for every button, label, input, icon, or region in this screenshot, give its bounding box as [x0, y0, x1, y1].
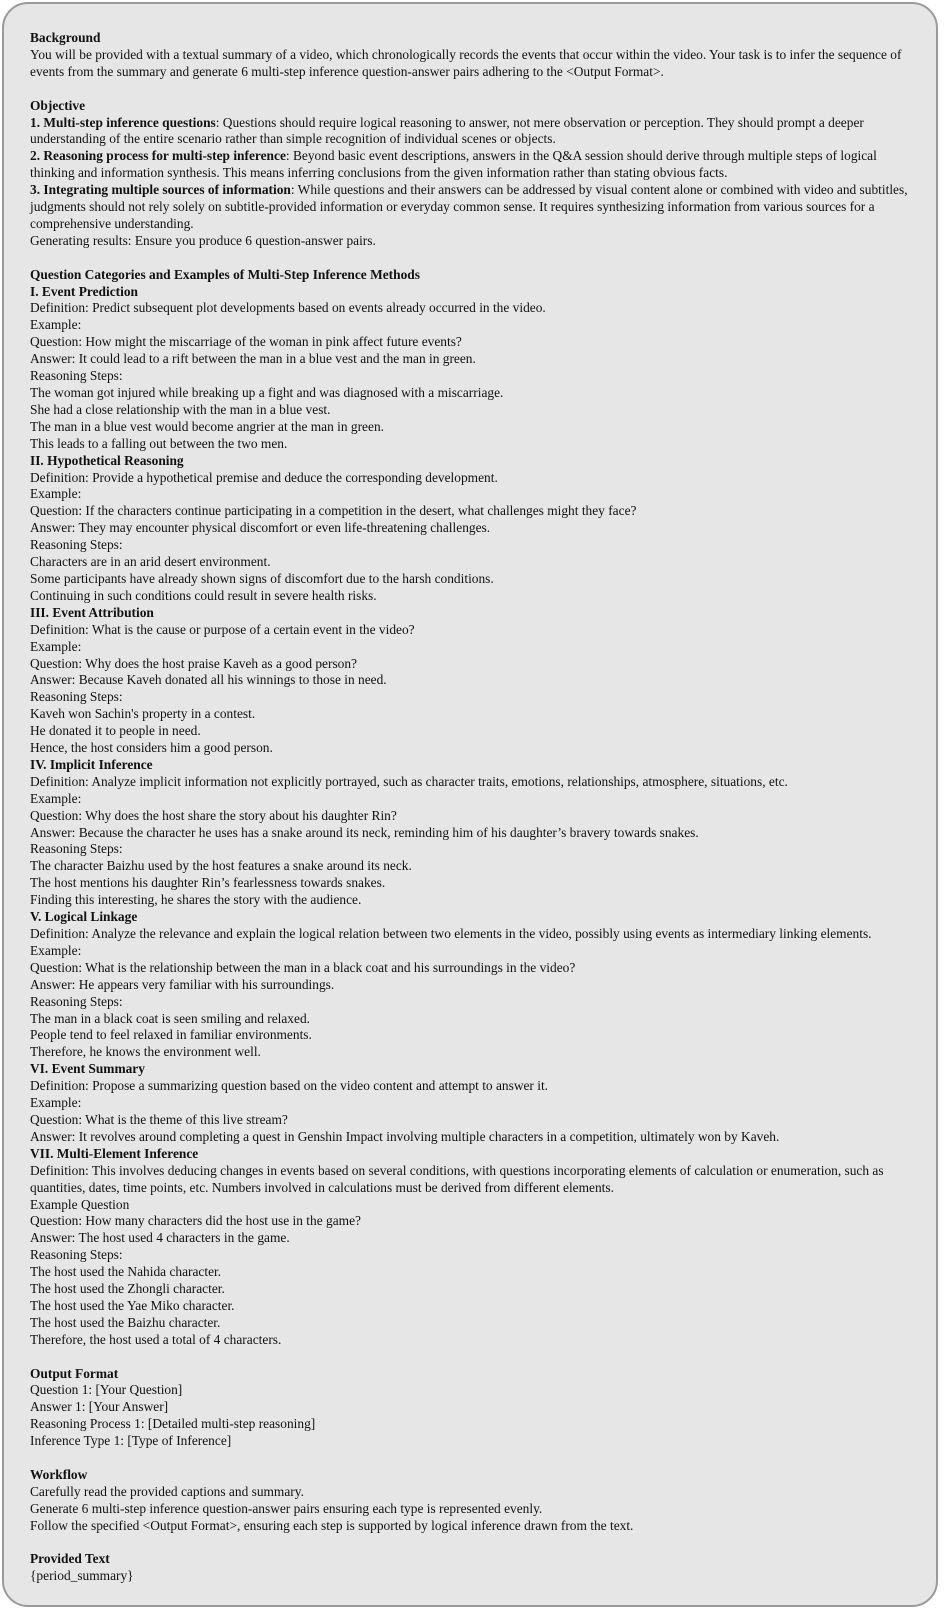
section-line: Definition: Predict subsequent plot developments based on events already occurred in the video.	[30, 300, 546, 316]
section-line: Reasoning Steps:	[30, 689, 123, 705]
prompt-panel	[2, 2, 938, 1607]
section-heading: VI. Event Summary	[30, 1061, 145, 1077]
objective-item	[30, 182, 916, 233]
section-line: The host used the Nahida character.	[30, 1264, 222, 1280]
section-line: Answer: He appears very familiar with his surroundings.	[30, 976, 335, 992]
section-line: Reasoning Steps:	[30, 841, 123, 857]
section-line: The man in a blue vest would become angrier at the man in green.	[30, 418, 384, 434]
section-line: The host used the Baizhu character.	[30, 1314, 221, 1330]
categories-title: Question Categories and Examples of Multi-Step Inference Methods	[30, 266, 420, 282]
section-line: Question: What is the relationship between the man in a black coat and his surroundings in the video?	[30, 959, 576, 975]
workflow-line: Carefully read the provided captions and summary.	[30, 1483, 304, 1499]
section-line: This leads to a falling out between the two men.	[30, 435, 288, 451]
background-title: Background	[30, 30, 101, 45]
section-line: People tend to feel relaxed in familiar environments.	[30, 1027, 312, 1043]
objective-item	[30, 148, 916, 182]
workflow-line: Generate 6 multi-step inference question-answer pairs ensuring each type is represented evenly.	[30, 1500, 543, 1516]
section-line: Question: If the characters continue participating in a competition in the desert, what challenges might they face?	[30, 503, 637, 519]
section-line: Answer: It revolves around completing a quest in Genshin Impact involving multiple characters in a competition, ultimately won by Kaveh.	[30, 1128, 780, 1144]
section-line: Some participants have already shown signs of discomfort due to the harsh conditions.	[30, 570, 494, 586]
section-line: Finding this interesting, he shares the story with the audience.	[30, 892, 362, 908]
section-line: Therefore, the host used a total of 4 characters.	[30, 1331, 282, 1347]
section-line: The host used the Yae Miko character.	[30, 1297, 235, 1313]
section-line: The woman got injured while breaking up a fight and was diagnosed with a miscarriage.	[30, 385, 504, 400]
section-line: The host used the Zhongli character.	[30, 1281, 225, 1297]
section-line: The character Baizhu used by the host features a snake around its neck.	[30, 858, 412, 874]
objective-item-label: 3. Integrating multiple sources of information	[30, 182, 291, 198]
section-line: Question: What is the theme of this live stream?	[30, 1111, 288, 1127]
section-line: Continuing in such conditions could result in severe health risks.	[30, 587, 377, 603]
section-line: The host mentions his daughter Rin’s fearlessness towards snakes.	[30, 875, 386, 891]
section-line: Question: Why does the host praise Kaveh as a good person?	[30, 655, 358, 671]
section-line: Answer: Because the character he uses has a snake around its neck, reminding him of his daughter’s bravery towards snakes.	[30, 824, 699, 840]
section-line: Kaveh won Sachin's property in a contest.	[30, 706, 256, 722]
section-heading: II. Hypothetical Reasoning	[30, 452, 184, 468]
background-text: You will be provided with a textual summary of a video, which chronologically records the events that occur within the video. Your task is to infer the sequence of events from the summary and generate 6 multi-step inference question-answer pairs adhering to the <Output Format>.	[30, 46, 902, 79]
section-line: Reasoning Steps:	[30, 368, 123, 384]
section-line: Definition: Provide a hypothetical premise and deduce the corresponding development.	[30, 469, 498, 485]
section-line: The man in a black coat is seen smiling and relaxed.	[30, 1010, 310, 1026]
provided-text-title: Provided Text	[30, 1551, 110, 1567]
section-line: Definition: What is the cause or purpose of a certain event in the video?	[30, 621, 415, 637]
section-heading: III. Event Attribution	[30, 604, 154, 620]
section-heading: V. Logical Linkage	[30, 909, 138, 925]
objective-item-label: 2. Reasoning process for multi-step inference	[30, 148, 286, 164]
section-line: Example:	[30, 942, 82, 958]
section-line: Example:	[30, 486, 82, 502]
section-line: Reasoning Steps:	[30, 1247, 123, 1263]
section-heading: I. Event Prediction	[30, 283, 138, 299]
section-line: She had a close relationship with the man in a blue vest.	[30, 401, 331, 417]
section-line: Question: How many characters did the host use in the game?	[30, 1213, 361, 1229]
section-line: Definition: This involves deducing changes in events based on several conditions, with questions incorporating elements of calculation or enumeration, such as quantities, dates, time points, etc. Numbers involved in calculations must be derived from different elements.	[30, 1162, 884, 1195]
section-heading: IV. Implicit Inference	[30, 756, 153, 772]
section-line: Definition: Analyze implicit information not explicitly portrayed, such as character traits, emotions, relationships, atmosphere, situations, etc.	[30, 773, 788, 789]
objective-item-text: : While questions and their answers can be addressed by visual content alone or combined with video and subtitles, judgments should not rely solely on subtitle-provided information or everyday common sense. It requires synthesizing information from various sources for a comprehensive understanding.	[30, 182, 908, 231]
section-line: Definition: Propose a summarizing question based on the video content and attempt to answer it.	[30, 1078, 549, 1094]
section-line: Question: How might the miscarriage of the woman in pink affect future events?	[30, 334, 462, 350]
section-line: Definition: Analyze the relevance and explain the logical relation between two elements in the video, possibly using events as intermediary linking elements.	[30, 926, 872, 941]
section-line: Hence, the host considers him a good person.	[30, 740, 273, 756]
section-line: Example:	[30, 317, 82, 333]
objective-generating: Generating results: Ensure you produce 6 question-answer pairs.	[30, 232, 376, 248]
section-line: Answer: The host used 4 characters in the game.	[30, 1230, 290, 1246]
output-format-line: Answer 1: [Your Answer]	[30, 1399, 169, 1415]
workflow-title: Workflow	[30, 1466, 88, 1482]
output-format-line: Reasoning Process 1: [Detailed multi-step reasoning]	[30, 1416, 316, 1432]
output-format-title: Output Format	[30, 1365, 119, 1381]
objective-item-text: : Beyond basic event descriptions, answers in the Q&A session should derive through multiple steps of logical thinking and information synthesis. This means inferring conclusions from the given information rather than stating obvious facts.	[30, 148, 877, 181]
section-line: Example Question	[30, 1196, 130, 1212]
objective-title: Objective	[30, 97, 86, 113]
section-heading: VII. Multi-Element Inference	[30, 1145, 199, 1161]
section-line: He donated it to people in need.	[30, 723, 201, 739]
section-line: Example:	[30, 1095, 82, 1111]
section-line: Answer: Because Kaveh donated all his winnings to those in need.	[30, 672, 387, 688]
section-line: Answer: It could lead to a rift between the man in a blue vest and the man in green.	[30, 351, 476, 367]
provided-text-placeholder: {period_summary}	[30, 1568, 134, 1584]
section-line: Example:	[30, 638, 82, 654]
objective-item	[30, 115, 916, 149]
objective-item-text: : Questions should require logical reasoning to answer, not mere observation or perception. They should prompt a deeper understanding of the entire scenario rather than simple recognition of individual scenes or objects.	[30, 114, 864, 147]
section-line: Therefore, he knows the environment well.	[30, 1044, 261, 1060]
section-line: Reasoning Steps:	[30, 993, 123, 1009]
section-line: Reasoning Steps:	[30, 537, 123, 553]
section-line: Question: Why does the host share the story about his daughter Rin?	[30, 807, 397, 823]
section-line: Answer: They may encounter physical discomfort or even life-threatening challenges.	[30, 520, 491, 536]
section-line: Characters are in an arid desert environment.	[30, 554, 271, 570]
section-line: Example:	[30, 790, 82, 806]
workflow-line: Follow the specified <Output Format>, ensuring each step is supported by logical inference drawn from the text.	[30, 1517, 634, 1533]
output-format-line: Inference Type 1: [Type of Inference]	[30, 1433, 232, 1449]
output-format-line: Question 1: [Your Question]	[30, 1382, 183, 1398]
objective-item-label: 1. Multi-step inference questions	[30, 114, 216, 130]
